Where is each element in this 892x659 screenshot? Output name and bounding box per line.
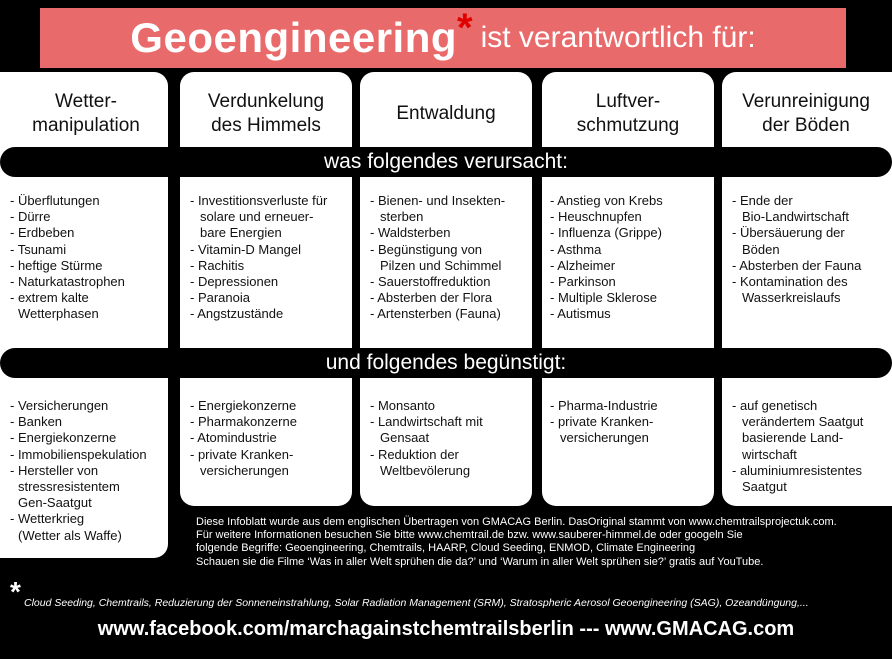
list-item: Gensaat (380, 430, 430, 446)
info-line: folgende Begriffe: Geoengineering, Chemtrails, HAARP, Cloud Seeding, ENMOD, Climate Engineering (196, 542, 696, 555)
list-item: - Asthma (550, 241, 602, 257)
list-item: sterben (380, 209, 424, 225)
title-subtitle: ist verantwortlich für: (480, 21, 756, 54)
list-item: - Depressionen (190, 274, 279, 290)
band-favors (0, 348, 892, 378)
beneficiaries-list (10, 398, 147, 544)
list-item: - Naturkatastrophen (10, 274, 125, 290)
list-item: - Versicherungen (10, 398, 109, 413)
band-causes-label: was folgendes verursacht: (324, 150, 568, 173)
effects-list (732, 193, 861, 306)
list-item: - Heuschnupfen (550, 209, 642, 225)
list-item: verändertem Saatgut (742, 414, 864, 430)
list-item: - Kontamination des (732, 274, 848, 290)
info-line: Schauen sie die Filme ‘Was in aller Welt sprühen die da?’ und ‘Warum in aller Welt sprühen sie?’ gratis auf YouTube. (196, 555, 764, 568)
list-item: Böden (742, 241, 780, 257)
list-item: - Vitamin-D Mangel (190, 241, 302, 257)
list-item: - extrem kalte (10, 290, 89, 306)
list-item: bare Energien (200, 225, 282, 241)
beneficiaries-list (550, 398, 658, 447)
list-item: - Artensterben (Fauna) (370, 306, 501, 322)
list-item: - Multiple Sklerose (550, 290, 657, 306)
list-item: - Sauerstoffreduktion (370, 274, 491, 290)
list-item: - Autismus (550, 306, 611, 322)
list-item: - Rachitis (190, 257, 245, 273)
column-caption: Verdunkelung des Himmels (207, 91, 325, 136)
list-item: - Immobilienspekulation (10, 446, 147, 462)
list-item: - Paranoia (190, 290, 250, 306)
list-item: - Banken (10, 414, 63, 430)
list-item: - Bienen- und Insekten- (370, 193, 506, 208)
band-favors-label: und folgendes begünstigt: (325, 351, 567, 374)
list-item: - private Kranken- (550, 414, 654, 430)
list-item: Bio-Landwirtschaft (742, 209, 849, 225)
list-item: Wetterphasen (18, 306, 99, 322)
list-item: - Erdbeben (10, 225, 75, 241)
list-item: - Anstieg von Krebs (550, 193, 663, 208)
list-item: - Alzheimer (550, 257, 616, 273)
column-caption: Luftver- schmutzung (576, 91, 680, 136)
list-item: - Landwirtschaft mit (370, 414, 483, 430)
footnote-asterisk: * (10, 576, 21, 607)
info-line: Für weitere Informationen besuchen Sie bitte www.chemtrail.de bzw. www.sauberer-himmel.de oder googeln Sie (196, 529, 743, 542)
list-item: solare und erneuer- (200, 209, 314, 225)
column-caption: Verunreinigung der Böden (742, 91, 870, 136)
list-item: - Hersteller von (10, 462, 99, 478)
title-main: Geoengineering (130, 14, 458, 61)
effects-list (10, 193, 125, 323)
list-item: - Ende der (732, 193, 793, 208)
list-item: - Parkinson (550, 274, 616, 290)
list-item: - Absterben der Fauna (732, 257, 862, 273)
footnote-text: Cloud Seeding, Chemtrails, Reduzierung der Sonneneinstrahlung, Solar Radiation Management (SRM), Stratospheric Aerosol Geoengineering (SAG), Ozeandüngung,... (24, 597, 809, 609)
list-item: - Pharma-Industrie (550, 398, 658, 413)
title-banner (40, 5, 846, 68)
list-item: Weltbevölerung (380, 462, 471, 478)
list-item: - auf genetisch (732, 398, 818, 413)
beneficiaries-list (732, 398, 863, 495)
column-caption: Wetter- manipulation (32, 91, 140, 136)
list-item: basierende Land- (742, 430, 844, 446)
list-item: - heftige Stürme (10, 257, 103, 273)
list-item: - Atomindustrie (190, 430, 277, 446)
title-asterisk: * (457, 5, 473, 50)
list-item: - Angstzustände (190, 306, 284, 322)
list-item: - Überflutungen (10, 193, 100, 208)
info-box (184, 508, 886, 586)
list-item: - Waldsterben (370, 225, 451, 241)
list-item: - aluminiumresistentes (732, 462, 863, 478)
footer-links: www.facebook.com/marchagainstchemtrailsberlin --- www.GMACAG.com (97, 618, 795, 640)
list-item: wirtschaft (742, 446, 797, 462)
list-item: versicherungen (560, 430, 649, 446)
list-item: versicherungen (200, 462, 289, 478)
beneficiaries-list (190, 398, 297, 479)
list-item: - Energiekonzerne (10, 430, 117, 446)
info-line: Diese Infoblatt wurde aus dem englischen Übertragen von GMACAG Berlin. DasOriginal stammt von www.chemtrailsprojectuk.com. (196, 516, 837, 528)
list-item: Wasserkreislaufs (742, 290, 841, 306)
list-item: - Absterben der Flora (370, 290, 493, 306)
band-causes (0, 147, 892, 177)
list-item: stressresistentem (18, 479, 120, 495)
effects-list (370, 193, 505, 323)
list-item: Saatgut (742, 479, 787, 495)
list-item: - private Kranken- (190, 446, 294, 462)
list-item: - Investitionsverluste für (190, 193, 328, 208)
effects-list (190, 193, 327, 323)
list-item: Pilzen und Schimmel (380, 257, 502, 273)
list-item: - Influenza (Grippe) (550, 225, 662, 241)
list-item: - Tsunami (10, 241, 67, 257)
list-item: - Monsanto (370, 398, 436, 413)
list-item: - Energiekonzerne (190, 398, 297, 413)
beneficiaries-list (370, 398, 483, 479)
list-item: - Reduktion der (370, 446, 459, 462)
list-item: - Wetterkrieg (10, 511, 85, 527)
list-item: (Wetter als Waffe) (18, 527, 122, 543)
list-item: - Begünstigung von (370, 241, 483, 257)
list-item: Gen-Saatgut (18, 495, 92, 511)
effects-list (550, 193, 663, 323)
list-item: - Dürre (10, 209, 51, 225)
list-item: - Pharmakonzerne (190, 414, 297, 430)
list-item: - Übersäuerung der (732, 225, 845, 241)
column-caption: Entwaldung (396, 103, 496, 124)
